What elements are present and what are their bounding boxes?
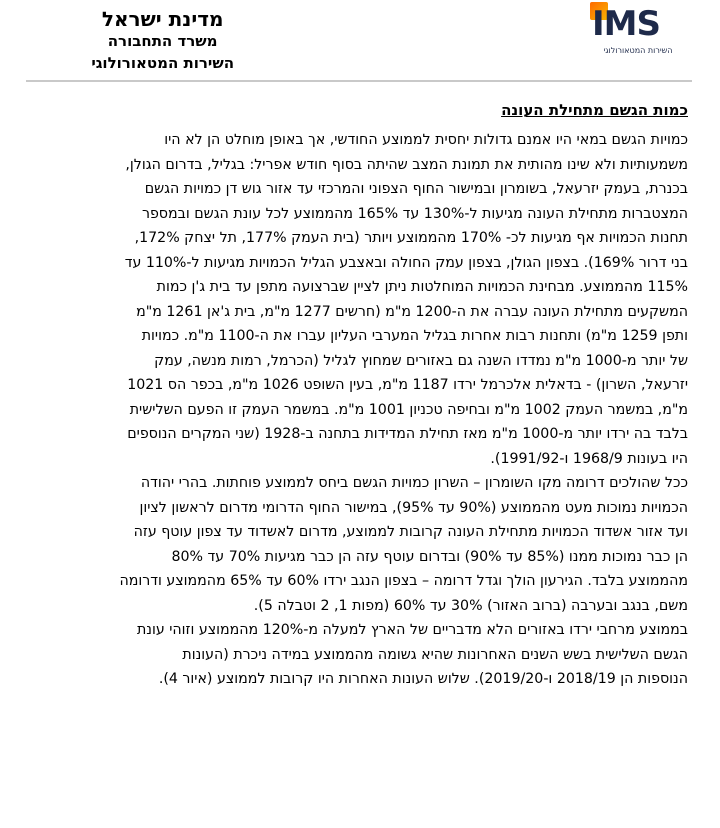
header-divider xyxy=(26,80,692,82)
text-line: תחנות הכמויות אף מגיעות לכ- 170% מהממוצע ויותר (בית העמק 177%, תל יצחק 172%, xyxy=(134,230,688,246)
text-line: הגשם השלישית בשש השנים האחרונות שהיא גשומה מהממוצע במידה ניכרת (העונות xyxy=(182,646,688,663)
text-line: כמויות הגשם במאי היו אמנם גדולות יחסית לממוצע החודשי, אך באופן מוחלט הן לא היו xyxy=(164,132,688,148)
text-line: יזרעאל, השרון) - בדאלית אלכרמל ירדו 1187 מ"מ, בעין השופט 1026 מ"מ, בכפר הס 1021 xyxy=(127,377,688,393)
logo-subtitle: השירות המטאורולוגי xyxy=(603,46,673,55)
text-line: המצטברות מתחילת העונה מגיעות ל-130% עד 165% מהממוצע לכל עונת הגשם ובמספר xyxy=(141,205,688,222)
section-title: כמות הגשם מתחילת העונה xyxy=(501,101,688,119)
text-line: היו בעונות 1968/9 ו-1991/92). xyxy=(490,450,688,467)
text-line: המשקעים מתחילת העונה עברה את ה-1200 מ"מ (חרשים 1277 מ"מ, בית ג'אן 1261 מ"מ xyxy=(136,303,688,320)
text-line: הנוספות הן 2018/19 ו-2019/20). שלוש העונות האחרות היו קרובות לממוצע (איור 4). xyxy=(158,671,688,687)
text-line: ועד אזור אשדוד הכמויות מתחילת העונה קרובות לממוצע, מדרום לאשדוד עד צפון עוטף עזה xyxy=(133,524,688,540)
text-line: של יותר מ-1000 מ"מ נמדדו השנה גם באזורים שמחוץ לגליל (הכרמל, רמות מנשה, עמק xyxy=(154,352,688,369)
text-line: בני דרור 169%). בצפון הגולן, בצפון עמק החולה ובאצבע הגליל הכמויות מגיעות ל-110% עד xyxy=(124,254,688,271)
header-ministry: משרד התחבורה xyxy=(107,32,218,50)
text-line: הכמויות נמוכות מעט מהממוצע (90% עד 95%), במישור החוף הדרומי מדרום לראשון לציון xyxy=(139,499,688,516)
logo-wordmark: IMS xyxy=(592,4,660,44)
header-service: השירות המטאורולוגי xyxy=(91,54,234,72)
text-line: ככל שהולכים דרומה מקו השומרון – השרון כמויות הגשם ביחס לממוצע פוחתות. בהרי יהודה xyxy=(140,475,688,491)
text-line: מהממוצע בלבד. הגירעון הולך וגדל דרומה – בצפון הנגב ירדו 60% עד 65% מהממוצע ודרומה xyxy=(119,573,688,589)
ims-logo xyxy=(586,0,690,64)
text-line: 115% מהממוצע. מבחינת הכמויות המוחלטות ניתן לציין שברצועה מתפן עד בית ג'ן כמות xyxy=(156,279,688,295)
text-line: משמעותיות ולא שינו מהותית את תמונת המצב שהיתה בסוף חודש אפריל: בגליל, בדרום הגולן, xyxy=(125,156,688,173)
text-line: מ"מ, במשמר העמק 1002 מ"מ ובחיפה טכניון 1001 מ"מ. במשמר העמק זו הפעם השלישית xyxy=(129,401,688,418)
text-line: בלבד בה ירדו יותר מ-1000 מ"מ מאז תחילת המדידות בתחנה ב-1928 (שני המקרים הנוספים xyxy=(127,426,688,442)
body-text xyxy=(32,128,688,692)
ministry-header xyxy=(91,8,234,74)
text-line: ותפן 1259 מ"מ) ותחנות רבות אחרות בגליל המערבי העליון עברו את ה-1100 מ"מ. כמויות xyxy=(141,328,688,344)
text-line: משם, בנגב ובערבה (ברוב האזור) 30% עד 60% (מפות 1, 2 וטבלה 5). xyxy=(253,597,688,614)
text-line: בממוצע מרחבי ירדו באזורים הלא מדבריים של הארץ למעלה מ-120% מהממוצע וזוהי עונת xyxy=(136,622,688,638)
text-line: בכנרת, בעמק יזרעאל, בשומרון ובמישור החוף הצפוני והמרכזי עד אזור גוש דן כמויות הגשם xyxy=(144,181,688,197)
header-state-name: מדינת ישראל xyxy=(101,7,224,31)
text-line: הן כבר נמוכות ממנו (85% עד 90%) ובדרום עוטף עזה הן כבר מגיעות 70% עד 80% xyxy=(171,548,688,565)
